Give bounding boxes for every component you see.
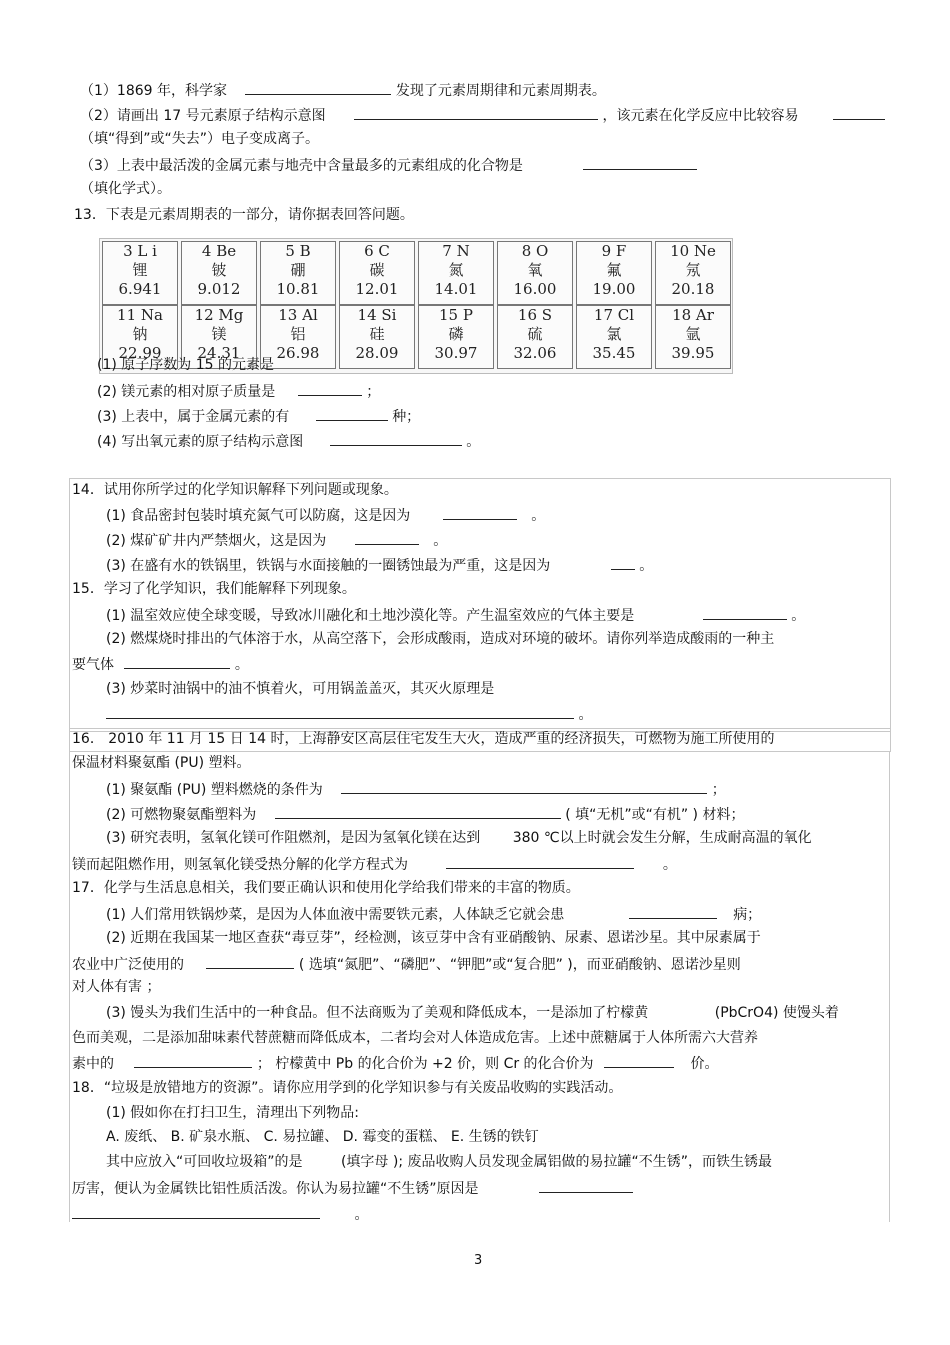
element-name: 硼 (290, 261, 306, 279)
answer-blank[interactable] (316, 406, 388, 421)
element-mass: 39.95 (671, 344, 715, 362)
element-cell (497, 241, 573, 305)
element-num: 17 Cl (593, 306, 635, 324)
element-num: 14 Si (357, 306, 397, 324)
q16-sub1 (106, 779, 726, 799)
answer-blank[interactable] (354, 105, 598, 120)
element-mass: 19.00 (592, 280, 636, 298)
element-num: 15 P (439, 306, 473, 324)
q16-text: (2) 可燃物聚氨酯塑料为 (106, 807, 257, 823)
q12-text: 发现了元素周期律和元素周期表。 (395, 83, 606, 99)
answer-blank[interactable] (446, 854, 634, 869)
q17-text: 病； (733, 907, 762, 923)
answer-blank[interactable] (134, 1053, 252, 1068)
element-name: 氖 (685, 261, 701, 279)
q16-title: 16． 2010 年 11 月 15 日 14 时，上海静安区高层住宅发生大火，造成严重的经济损失，可燃物为施工所使用的 (72, 731, 775, 747)
q15-sub2-cont (72, 654, 249, 674)
q15-sub3-answer (106, 704, 592, 724)
q16-text: 。 (662, 857, 677, 873)
q16-sub2 (106, 804, 744, 824)
q17-text: 价。 (690, 1056, 719, 1072)
element-cell (576, 305, 652, 369)
element-mass: 9.012 (197, 280, 241, 298)
element-mass: 12.01 (355, 280, 399, 298)
q17-text: (3) 馒头为我们生活中的一种食品。但不法商贩为了美观和降低成本，一是添加了柠檬黄 (106, 1005, 649, 1021)
q12-line5: （填化学式）。 (80, 181, 171, 197)
periodic-table (99, 238, 733, 374)
q13-text: 。 (466, 434, 481, 450)
element-num: 7 N (442, 242, 470, 260)
answer-blank[interactable] (330, 431, 462, 446)
q18-options: A. 废纸、 B. 矿泉水瓶、 C. 易拉罐、 D. 霉变的蛋糕、 E. 生锈的铁钉 (106, 1129, 539, 1145)
q13-text: 种； (392, 409, 421, 425)
q12-line4 (80, 155, 697, 175)
answer-blank[interactable] (583, 155, 697, 170)
element-name: 氟 (606, 261, 622, 279)
element-num: 5 B (285, 242, 311, 260)
element-mass: 14.01 (434, 280, 478, 298)
q13-text: (3) 上表中，属于金属元素的有 (97, 409, 290, 425)
q12-text: ，该元素在化学反应中比较容易 (602, 108, 799, 124)
q12-line3: （填“得到”或“失去”）电子变成离子。 (80, 131, 320, 147)
q13-sub4 (97, 431, 480, 451)
q14-text: (3) 在盛有水的铁锅里，铁锅与水面接触的一圈锈蚀最为严重，这是因为 (106, 558, 551, 574)
frame-right (889, 752, 890, 1222)
answer-blank[interactable] (124, 654, 230, 669)
q14-sub3 (106, 555, 653, 575)
answer-blank[interactable] (355, 530, 419, 545)
answer-blank[interactable] (629, 904, 717, 919)
q13-text: (2) 镁元素的相对原子质量是 (97, 384, 276, 400)
q17-text: (1) 人们常用铁锅炒菜，是因为人体血液中需要铁元素，人体缺乏它就会患 (106, 907, 565, 923)
answer-blank[interactable] (245, 80, 391, 95)
q14-text: (1) 食品密封包装时填充氮气可以防腐，这是因为 (106, 508, 411, 524)
q14-title: 14．试用你所学过的化学知识解释下列问题或现象。 (72, 482, 398, 498)
answer-blank[interactable] (298, 381, 362, 396)
element-name: 磷 (448, 325, 464, 343)
element-cell (497, 305, 573, 369)
element-name: 氯 (606, 325, 622, 343)
answer-blank[interactable] (611, 555, 635, 570)
element-name: 氧 (527, 261, 543, 279)
element-num: 10 Ne (670, 242, 716, 260)
q14-text: 。 (531, 508, 546, 524)
q17-sub1 (106, 904, 761, 924)
q18-text: 厉害，便认为金属铁比铝性质活泼。你认为易拉罐“不生锈”原因是 (72, 1181, 479, 1197)
element-mass: 20.18 (671, 280, 715, 298)
element-mass: 24.31 (197, 344, 241, 362)
element-cell (418, 241, 494, 305)
q14-sub1 (106, 505, 545, 525)
element-mass: 6.941 (118, 280, 162, 298)
element-num: 11 Na (117, 306, 163, 324)
element-num: 9 F (601, 242, 627, 260)
element-num: 6 C (364, 242, 390, 260)
q18-sub2 (106, 1153, 772, 1171)
q15-title: 15．学习了化学知识，我们能解释下列现象。 (72, 581, 356, 597)
element-mass: 16.00 (513, 280, 557, 298)
q16-text: ； (711, 782, 726, 798)
q18-title: 18．“垃圾是放错地方的资源”。请你应用学到的化学知识参与有关废品收购的实践活动。 (72, 1080, 623, 1096)
q16-text: (3) 研究表明，氢氧化镁可作阻燃剂，是因为氢氧化镁在达到 (106, 830, 481, 846)
answer-blank[interactable] (833, 105, 885, 120)
element-cell (655, 241, 731, 305)
element-num: 18 Ar (672, 306, 714, 324)
q17-sub2: (2) 近期在我国某一地区查获“毒豆芽”，经检测，该豆芽中含有亚硝酸钠、尿素、恩诺沙星。其中尿素属于 (106, 930, 761, 946)
element-name: 硅 (369, 325, 385, 343)
q14-text: 。 (639, 558, 654, 574)
element-num: 16 S (517, 306, 553, 324)
q15-text: 。 (791, 608, 806, 624)
q17-sub3 (106, 1004, 839, 1022)
q16-text: 380 ℃以上时就会发生分解，生成耐高温的氧化 (512, 830, 812, 846)
element-num: 12 Mg (194, 306, 244, 324)
element-num: 8 O (521, 242, 549, 260)
q12-line1 (80, 80, 606, 100)
q15-sub2: (2) 燃煤烧时排出的气体溶于水，从高空落下，会形成酸雨，造成对环境的破坏。请你列举造成酸雨的一种主 (106, 631, 775, 647)
element-mass: 28.09 (355, 344, 399, 362)
element-cell (339, 305, 415, 369)
q17-text: ； 柠檬黄中 Pb 的化合价为 +2 价，则 Cr 的化合价为 (256, 1056, 594, 1072)
element-cell (576, 241, 652, 305)
q13-text: (1) 原子序数为 15 的元素是 (97, 357, 274, 373)
element-name: 铝 (290, 325, 306, 343)
frame-left (69, 752, 70, 1222)
answer-blank[interactable] (72, 1204, 320, 1219)
q13-text: ； (366, 384, 381, 400)
q15-text: (1) 温室效应使全球变暖，导致冰川融化和土地沙漠化等。产生温室效应的气体主要是 (106, 608, 635, 624)
element-mass: 10.81 (276, 280, 320, 298)
element-name: 碳 (369, 261, 385, 279)
q15-text: 。 (234, 657, 249, 673)
element-mass: 30.97 (434, 344, 478, 362)
q17-sub3-cont: 色而美观，二是添加甜味素代替蔗糖而降低成本，二者均会对人体造成危害。上述中蔗糖属于人体所需六大营养 (72, 1030, 758, 1046)
q15-sub3: (3) 炒菜时油锅中的油不慎着火，可用锅盖盖灭，其灭火原理是 (106, 681, 495, 697)
q16-text: (1) 聚氨酯 (PU) 塑料燃烧的条件为 (106, 782, 323, 798)
q18-text: 其中应放入“可回收垃圾箱”的是 (106, 1154, 303, 1170)
element-cell (181, 241, 257, 305)
answer-blank[interactable] (341, 779, 707, 794)
q14-text: 。 (433, 533, 448, 549)
q12-text: （2）请画出 17 号元素原子结构示意图 (80, 108, 326, 124)
q12-line2 (80, 105, 885, 125)
element-name: 钠 (132, 325, 148, 343)
q18-sub1: (1) 假如你在打扫卫生，清理出下列物品: (106, 1105, 359, 1121)
element-name: 硫 (527, 325, 543, 343)
q17-text: 素中的 (72, 1056, 114, 1072)
element-name: 氩 (685, 325, 701, 343)
q16-sub3 (106, 829, 812, 847)
element-name: 锂 (132, 261, 148, 279)
q18-sub3 (72, 1178, 633, 1198)
element-cell (655, 305, 731, 369)
element-num: 13 Al (278, 306, 318, 324)
q17-text: 农业中广泛使用的 (72, 957, 184, 973)
q15-text: 。 (578, 707, 593, 723)
q17-text: (PbCrO4) 使馒头着 (714, 1005, 839, 1021)
answer-blank[interactable] (539, 1178, 633, 1193)
q16-text: ( 填“无机”或“有机” ) 材料； (565, 807, 745, 823)
element-cell (339, 241, 415, 305)
element-mass: 22.99 (118, 344, 162, 362)
element-mass: 35.45 (592, 344, 636, 362)
q12-text: （1）1869 年，科学家 (80, 83, 227, 99)
q18-sub4 (72, 1204, 368, 1224)
q17-title: 17．化学与生活息息相关，我们要正确认识和使用化学给我们带来的丰富的物质。 (72, 880, 580, 896)
answer-blank[interactable] (106, 704, 574, 719)
element-num: 3 L i (123, 242, 157, 260)
q14-sub2 (106, 530, 447, 550)
answer-blank[interactable] (275, 804, 561, 819)
element-mass: 26.98 (276, 344, 320, 362)
q15-text: 要气体 (72, 657, 114, 673)
q12-text: （3）上表中最活泼的金属元素与地壳中含量最多的元素组成的化合物是 (80, 158, 523, 174)
q18-text: (填字母 ); 废品收购人员发现金属铝做的易拉罐“不生锈”，而铁生锈最 (340, 1154, 773, 1170)
q17-sub3-end (72, 1053, 718, 1073)
element-cell (260, 241, 336, 305)
element-name: 铍 (211, 261, 227, 279)
q18-text: 。 (354, 1207, 369, 1223)
q16-sub3-cont (72, 854, 677, 874)
element-num: 4 Be (201, 242, 237, 260)
q16-title-cont: 保温材料聚氨酯 (PU) 塑料。 (72, 755, 251, 771)
q14-text: (2) 煤矿矿井内严禁烟火，这是因为 (106, 533, 327, 549)
q13-sub1 (97, 356, 274, 374)
answer-blank[interactable] (443, 505, 517, 520)
q17-text: ( 选填“氮肥”、“磷肥”、“钾肥”或“复合肥” )，而亚硝酸钠、恩诺沙星则 (298, 957, 741, 973)
q13-sub2 (97, 381, 380, 401)
q16-text: 镁而起阻燃作用，则氢氧化镁受热分解的化学方程式为 (72, 857, 408, 873)
q17-sub2-cont (72, 954, 741, 974)
element-name: 氮 (448, 261, 464, 279)
q13-sub3 (97, 406, 420, 426)
element-cell (102, 241, 178, 305)
answer-blank[interactable] (206, 954, 294, 969)
element-cell (418, 305, 494, 369)
answer-blank[interactable] (703, 605, 787, 620)
q15-sub1 (106, 605, 805, 625)
element-name: 镁 (211, 325, 227, 343)
element-mass: 32.06 (513, 344, 557, 362)
answer-blank[interactable] (604, 1053, 674, 1068)
q17-sub2-end: 对人体有害 ； (72, 979, 161, 995)
page-number: 3 (474, 1253, 483, 1268)
q13-title: 13．下表是元素周期表的一部分，请你据表回答问题。 (74, 207, 414, 223)
q13-text: (4) 写出氧元素的原子结构示意图 (97, 434, 304, 450)
